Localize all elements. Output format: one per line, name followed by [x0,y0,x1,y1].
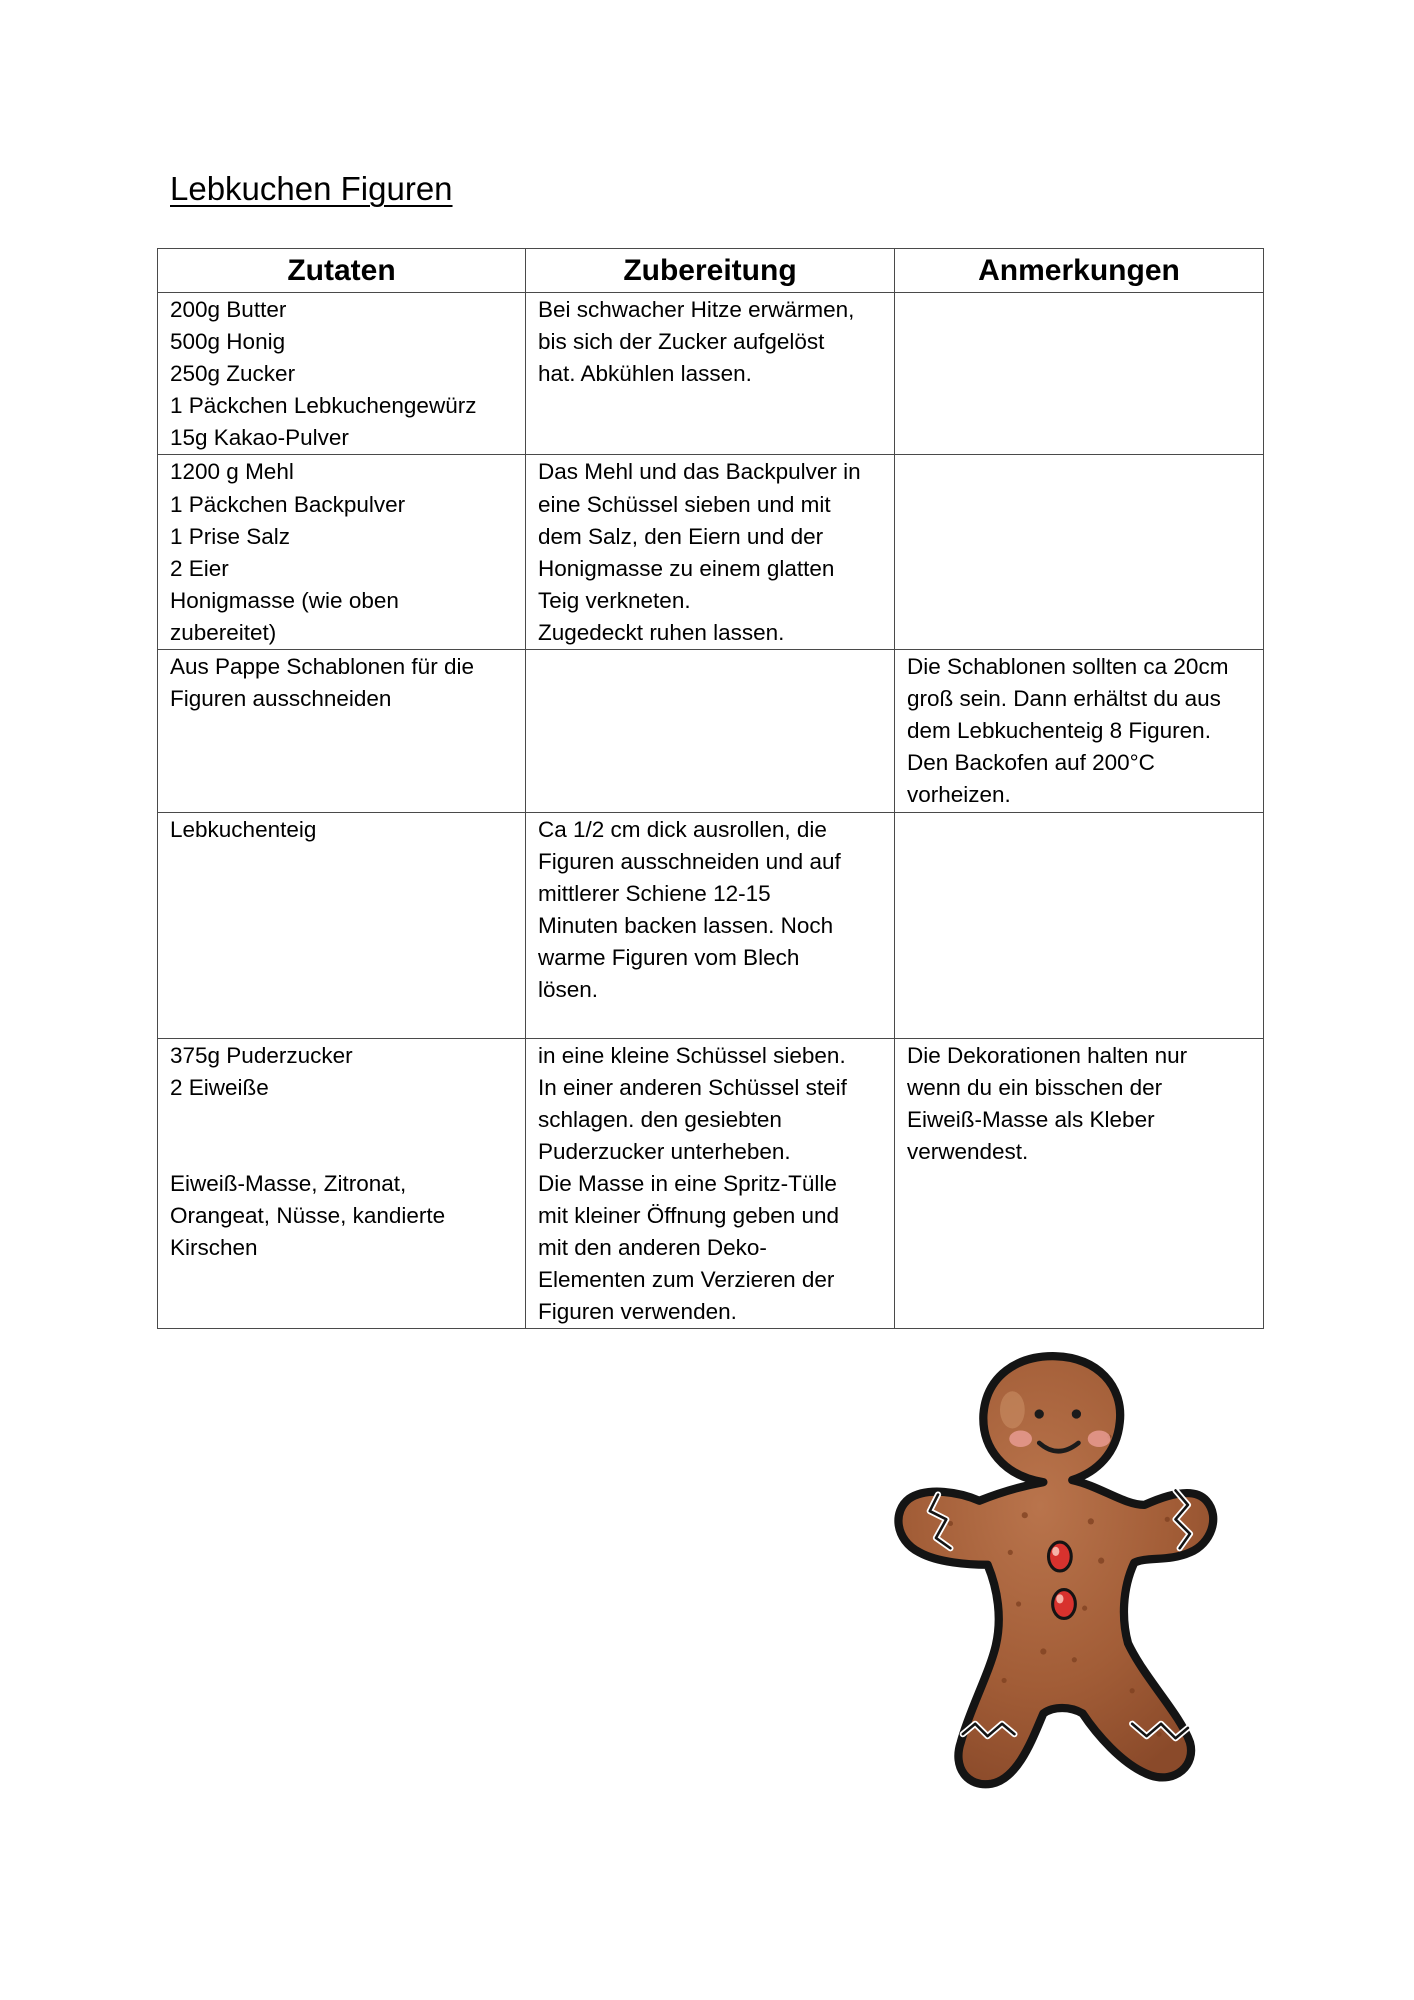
anmerkungen-cell [895,1038,1264,1329]
cell-line: 200g Butter [170,297,287,322]
zubereitung-cell [526,812,895,1038]
cell-line: In einer anderen Schüssel steif [538,1074,847,1100]
cell-line: 1200 g Mehl [170,459,294,485]
cell-line: 1 Prise Salz [170,523,291,549]
table-row [158,812,1264,1038]
cell-line: mit kleiner Öffnung geben und [538,1202,840,1228]
cell-line [170,1104,517,1136]
anmerkungen-cell [895,650,1264,812]
cell-line: Zugedeckt ruhen lassen. [538,619,785,645]
zutaten-cell [158,293,526,455]
cell-line: Orangeat, Nüsse, kandierte [170,1202,446,1228]
cell-line: 500g Honig [170,329,286,355]
cell-line: Die Dekorationen halten nur [907,1042,1188,1068]
cell-line: 2 Eier [170,555,229,581]
cell-line: Elementen zum Verzieren der [538,1267,835,1293]
cell-line: Minuten backen lassen. Noch [538,912,834,938]
zubereitung-cell [526,650,895,812]
table-row [158,455,1264,650]
cell-line: 1 Päckchen Backpulver [170,491,406,517]
cell-line: Das Mehl und das Backpulver in [538,459,861,485]
cell-line: zubereitet) [170,619,277,645]
cell-line: mittlerer Schiene 12-15 [538,880,771,906]
cell-line: bis sich der Zucker aufgelöst [538,329,825,355]
cell-line: Teig verkneten. [538,587,691,613]
zubereitung-cell [526,1038,895,1329]
cell-line: wenn du ein bisschen der [907,1074,1163,1100]
cell-line: dem Lebkuchenteig 8 Figuren. [907,718,1211,744]
zubereitung-cell [526,455,895,650]
cell-line: 2 Eiweiße [170,1074,269,1100]
cell-line: hat. Abkühlen lassen. [538,361,752,387]
cell-line: 1 Päckchen Lebkuchengewürz [170,393,477,419]
cell-line: eine Schüssel sieben und mit [538,491,831,517]
cell-line: Die Masse in eine Spritz-Tülle [538,1170,837,1196]
cell-line: 250g Zucker [170,361,296,387]
cell-line: schlagen. den gesiebten [538,1106,782,1132]
cell-line: Figuren ausschneiden [170,686,392,712]
table-row [158,293,1264,455]
cell-line: mit den anderen Deko- [538,1235,767,1261]
cell-line: Honigmasse (wie oben [170,587,399,613]
cell-line: Ca 1/2 cm dick ausrollen, die [538,816,827,842]
cell-line: Figuren ausschneiden und auf [538,848,841,874]
cell-line: Bei schwacher Hitze erwärmen, [538,297,855,322]
cell-line: Eiweiß-Masse, Zitronat, [170,1170,407,1196]
zubereitung-cell [526,293,895,455]
table-row [158,650,1264,812]
cell-line [170,1136,517,1168]
zutaten-cell [158,650,526,812]
cell-line: vorheizen. [907,782,1011,808]
cell-line: Honigmasse zu einem glatten [538,555,835,581]
cell-line: groß sein. Dann erhältst du aus [907,686,1221,712]
zutaten-cell [158,455,526,650]
cell-line: Kirschen [170,1235,258,1261]
column-header-zutaten: Zutaten [158,249,526,293]
column-header-anmerkungen: Anmerkungen [895,249,1264,293]
cell-line: Puderzucker unterheben. [538,1138,791,1164]
cell-line: 15g Kakao-Pulver [170,425,349,451]
table-row [158,1038,1264,1329]
cell-line: lösen. [538,976,599,1002]
cell-line: Eiweiß-Masse als Kleber [907,1106,1155,1132]
cell-line: 375g Puderzucker [170,1042,353,1068]
zutaten-cell [158,1038,526,1329]
cell-line: in eine kleine Schüssel sieben. [538,1042,846,1068]
anmerkungen-cell [895,293,1264,455]
cell-line: verwendest. [907,1138,1029,1164]
cell-line: warme Figuren vom Blech [538,944,800,970]
table-header-row [158,249,1264,293]
anmerkungen-cell [895,812,1264,1038]
recipe-table [157,248,1264,1329]
anmerkungen-cell [895,455,1264,650]
gingerbread-man-icon [888,1350,1240,1794]
cell-line: Aus Pappe Schablonen für die [170,654,474,680]
cell-line: Figuren verwenden. [538,1299,737,1325]
cell-line: Den Backofen auf 200°C [907,750,1155,776]
cell-line: Lebkuchenteig [170,816,317,842]
page-title: Lebkuchen Figuren [170,170,453,207]
cell-line: Die Schablonen sollten ca 20cm [907,654,1229,680]
zutaten-cell [158,812,526,1038]
cell-line: dem Salz, den Eiern und der [538,523,824,549]
column-header-zubereitung: Zubereitung [526,249,895,293]
